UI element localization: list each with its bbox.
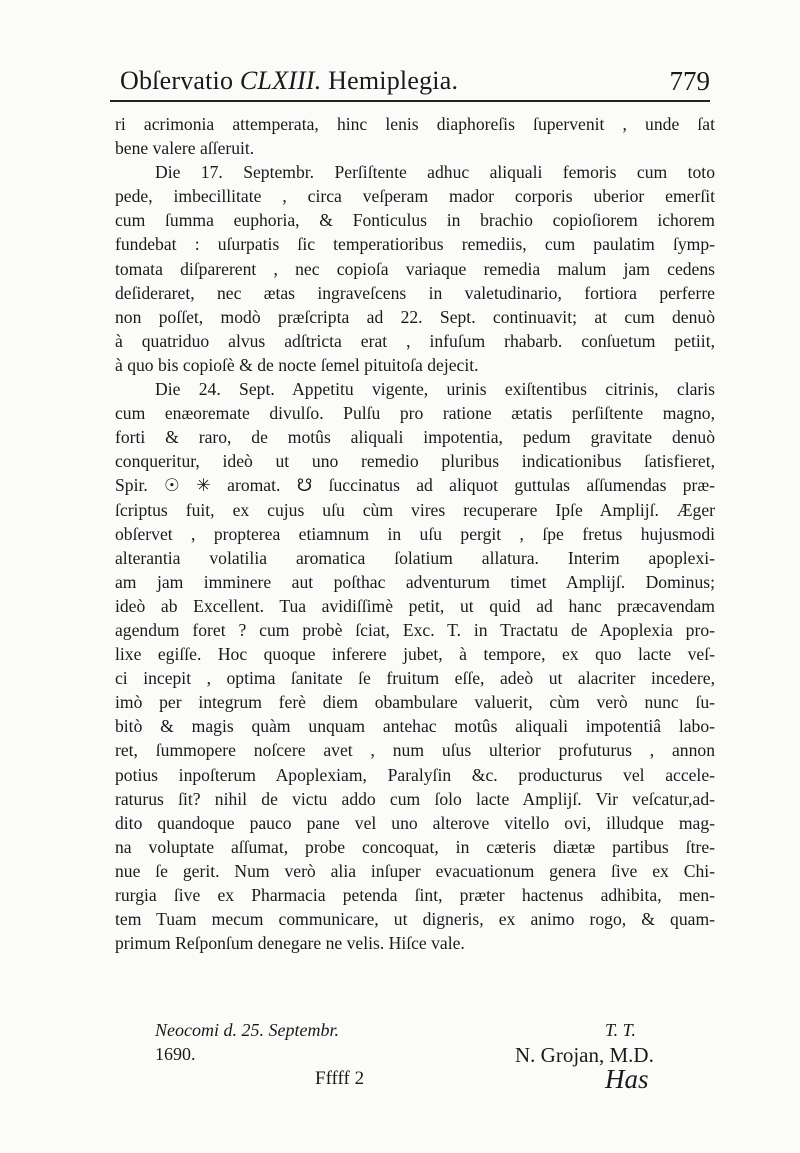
text-line: pede, imbecillitate , circa veſperam mador corporis uberior emerſit bbox=[115, 186, 715, 207]
text-line: ſcriptus fuit, ex cujus uſu cùm vires recuperare Ipſe Amplijſ. Æger bbox=[115, 499, 715, 520]
text-line: na voluptate aſſumat, probe concoquat, in cæteris diætæ partibus ſtre- bbox=[115, 836, 715, 857]
text-line: non poſſet, modò præſcripta ad 22. Sept. continuavit; at cum denuò bbox=[115, 306, 715, 327]
catchword: Has bbox=[605, 1064, 649, 1094]
text-line: potius inpoſterum Apoplexiam, Paralyſin &c. producturus vel accele- bbox=[115, 764, 715, 785]
text-line: bene valere aſſeruit. bbox=[115, 138, 255, 159]
running-title-prefix: Obſervatio bbox=[120, 66, 234, 95]
author-signature: N. Grojan, M.D. bbox=[515, 1043, 654, 1067]
text-line: Spir. ☉ ✳ aromat. ☋ ſuccinatus ad aliquot guttulas aſſumendas præ- bbox=[115, 475, 715, 496]
header-rule bbox=[110, 100, 710, 102]
text-line: ci incepit , optima ſanitate ſe fruitum eſſe, adeò ut alacriter incedere, bbox=[115, 668, 715, 689]
text-line: rurgia ſive ex Pharmacia petenda ſint, præter hactenus adhibita, men- bbox=[115, 885, 715, 905]
text-line: cum ſumma euphoria, & Fonticulus in brachio copioſiorem ichorem bbox=[115, 210, 715, 231]
place-date: Neocomi d. 25. Septembr. bbox=[155, 1020, 339, 1040]
printer-signature-mark: Fffff 2 bbox=[315, 1068, 365, 1089]
text-line: ri acrimonia attemperata, hinc lenis diaphoreſis ſupervenit , unde ſat bbox=[115, 114, 715, 134]
text-line: à quatriduo alvus adſtricta erat , infuſum rhabarb. conſuetum petiit, bbox=[115, 330, 715, 351]
text-line: dito quandoque pauco pane vel uno alterove vitello ovi, illudque mag- bbox=[115, 812, 715, 833]
text-line: fundebat : uſurpatis ſic temperatioribus remediis, cum paulatim ſymp- bbox=[115, 234, 715, 255]
page-number: 779 bbox=[669, 66, 710, 96]
text-line: deſideraret, nec ætas ingraveſcens in valetudinario, fortiora perferre bbox=[115, 282, 715, 303]
text-line: ret, ſummopere noſcere avet , num uſus ulterior profuturus , annon bbox=[115, 740, 715, 761]
text-line: primum Reſponſum denegare ne velis. Hiſce vale. bbox=[115, 933, 465, 954]
text-line: imò per integrum ferè diem obambulare valuerit, cùm verò nunc ſu- bbox=[115, 692, 715, 713]
text-line: obſervet , propterea etiamnum in uſu pergit , ſpe fretus hujusmodi bbox=[115, 523, 715, 544]
observation-number: CLXIII. bbox=[239, 66, 322, 95]
text-line: à quo bis copioſè & de nocte ſemel pituitoſa dejecit. bbox=[115, 354, 479, 375]
text-line: lixe egiſſe. Hoc quoque inferere jubet, à tempore, ex quo lacte veſ- bbox=[115, 644, 715, 665]
running-title bbox=[120, 66, 458, 96]
salutation-initials: T. T. bbox=[605, 1020, 636, 1040]
year: 1690. bbox=[155, 1044, 196, 1064]
text-line: forti & raro, de motûs aliquali impotentia, pedum gravitate denuò bbox=[115, 427, 715, 448]
text-line: agendum foret ? cum probè ſciat, Exc. T. in Tractatu de Apoplexia pro- bbox=[115, 619, 715, 640]
body-text bbox=[115, 112, 715, 955]
text-line: Die 24. Sept. Appetitu vigente, urinis exiſtentibus citrinis, claris bbox=[155, 379, 715, 400]
text-line: tem Tuam mecum communicare, ut digneris, ex animo rogo, & quam- bbox=[115, 909, 715, 930]
text-line: tomata diſparerent , nec copioſa variaque remedia malum jam cedens bbox=[115, 258, 715, 279]
text-line: nue ſe gerit. Num verò alia inſuper evacuationum genera ſive ex Chi- bbox=[115, 860, 715, 881]
text-line: cum enæoremate divulſo. Pulſu pro ratione ætatis perſiſtente magno, bbox=[115, 403, 715, 424]
text-line: alterantia volatilia aromatica ſolatium allatura. Interim apoplexi- bbox=[115, 547, 715, 568]
text-line: raturus ſit? nihil de victu addo cum ſolo lacte Amplijſ. Vir veſcatur,ad- bbox=[115, 788, 715, 809]
text-line: bitò & magis quàm unquam antehac motûs aliquali impotentiâ labo- bbox=[115, 716, 715, 737]
text-line: am jam imminere aut poſthac adventurum timet Amplijſ. Dominus; bbox=[115, 571, 715, 592]
text-line: Die 17. Septembr. Perſiſtente adhuc aliquali femoris cum toto bbox=[155, 162, 715, 183]
running-title-subject: Hemiplegia. bbox=[328, 66, 459, 95]
text-line: conqueritur, ideò ut uno remedio pluribus indicationibus ſatisfieret, bbox=[115, 451, 715, 472]
text-line: ideò ab Excellent. Tua avidiſſimè petit, ut quid ad hanc præcavendam bbox=[115, 595, 715, 616]
